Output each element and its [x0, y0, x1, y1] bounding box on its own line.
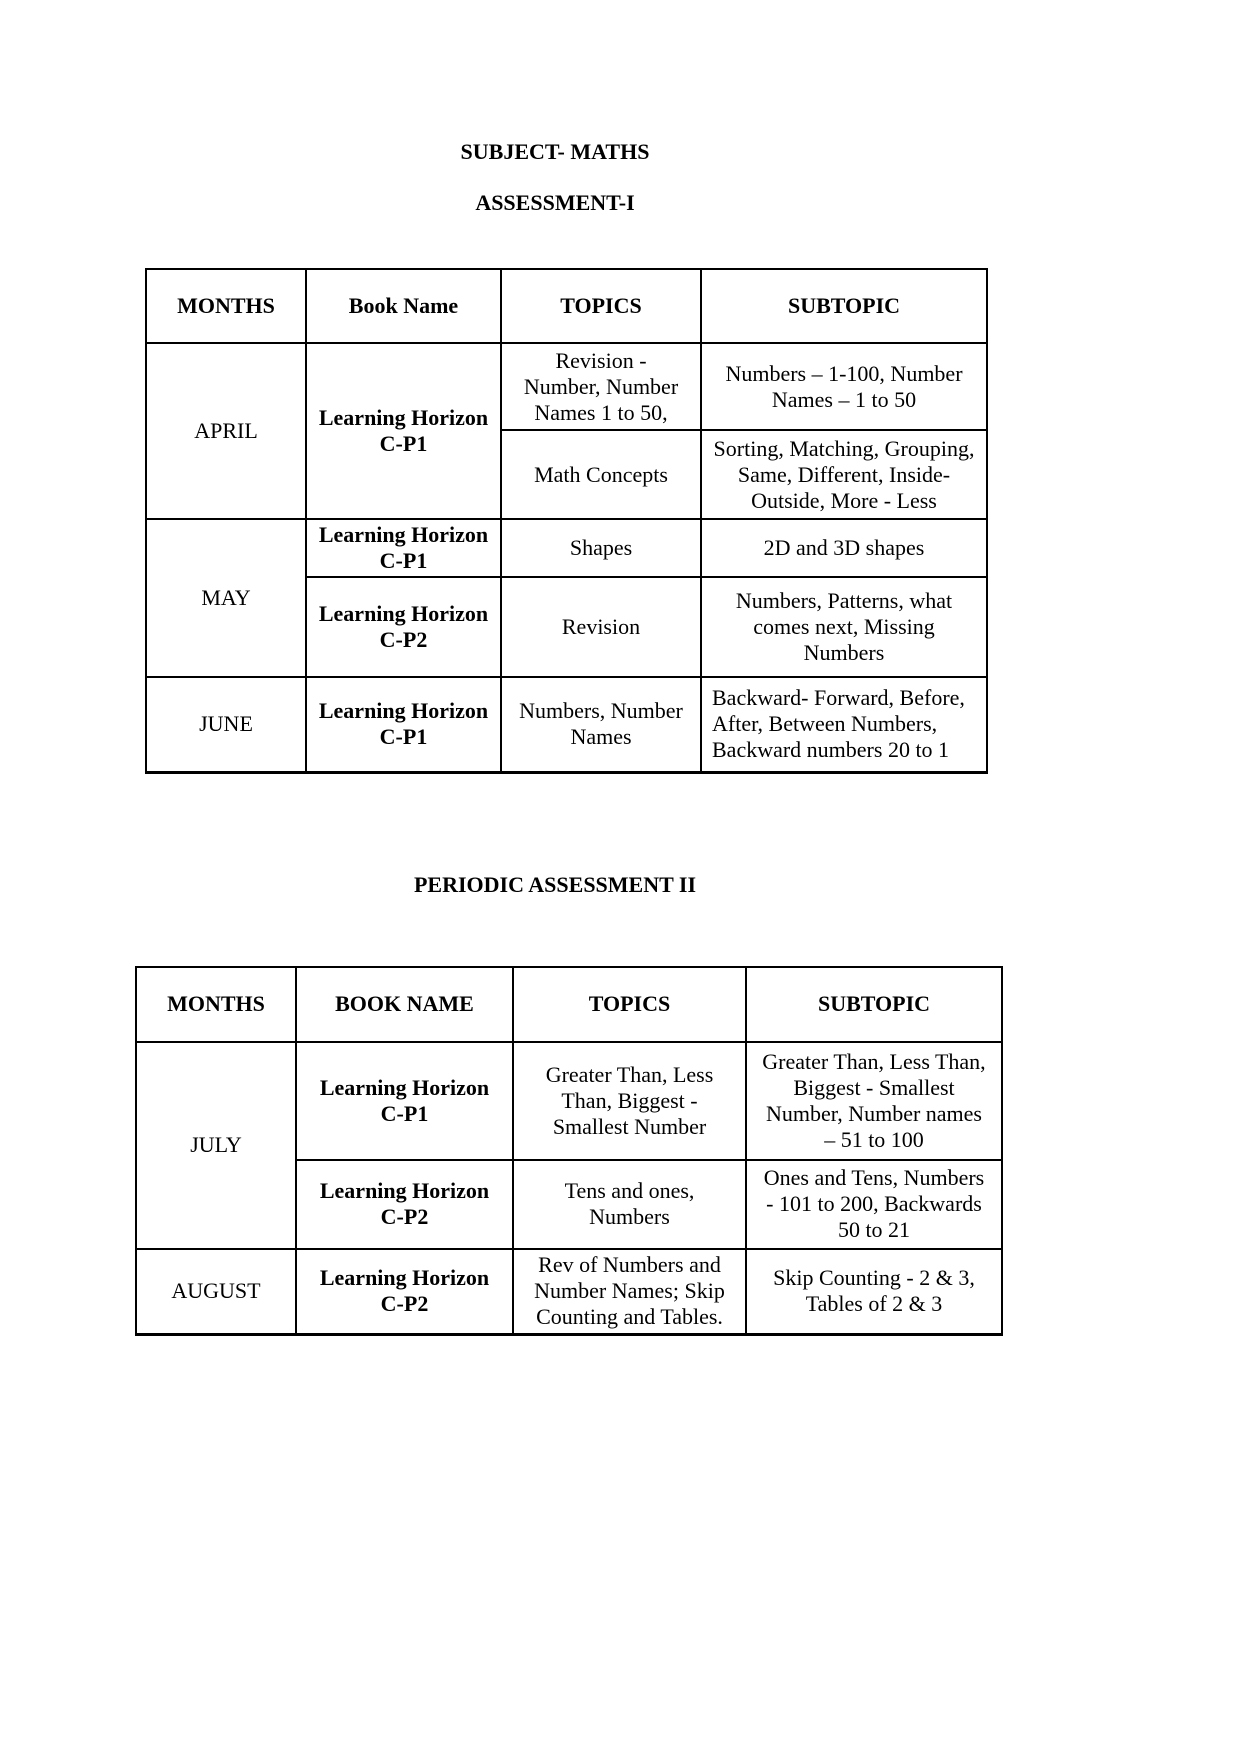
book-name-cell: Learning Horizon C-P1: [306, 519, 501, 577]
month-cell: JULY: [136, 1042, 296, 1249]
subtopic-cell: Numbers – 1-100, Number Names – 1 to 50: [701, 343, 987, 430]
header-months: MONTHS: [146, 269, 306, 343]
header-subtopic: SUBTOPIC: [746, 967, 1002, 1042]
subtopic-cell: Ones and Tens, Numbers - 101 to 200, Backwards 50 to 21: [746, 1160, 1002, 1249]
book-name-cell: Learning Horizon C-P1: [296, 1042, 513, 1160]
header-topics: TOPICS: [513, 967, 746, 1042]
header-book-name: Book Name: [306, 269, 501, 343]
table-row: [136, 1249, 1002, 1335]
header-months: MONTHS: [136, 967, 296, 1042]
document-content: [135, 0, 1001, 1336]
book-name-cell: Learning Horizon C-P2: [296, 1249, 513, 1335]
book-name-cell: Learning Horizon C-P1: [306, 343, 501, 519]
periodic-assessment-2-table: [135, 966, 1003, 1337]
topic-cell: Revision - Number, Number Names 1 to 50,: [501, 343, 701, 430]
header-subtopic: SUBTOPIC: [701, 269, 987, 343]
subtopic-cell: 2D and 3D shapes: [701, 519, 987, 577]
table-row: [146, 519, 987, 577]
topic-cell: Rev of Numbers and Number Names; Skip Counting and Tables.: [513, 1249, 746, 1335]
topic-cell: Revision: [501, 577, 701, 677]
subtopic-cell: Sorting, Matching, Grouping, Same, Different, Inside-Outside, More - Less: [701, 430, 987, 519]
periodic-assessment-2-title: PERIODIC ASSESSMENT II: [413, 871, 697, 897]
month-cell: AUGUST: [136, 1249, 296, 1335]
assessment-1-title: ASSESSMENT-I: [475, 190, 635, 215]
header-book-name: BOOK NAME: [296, 967, 513, 1042]
topic-cell: Tens and ones, Numbers: [513, 1160, 746, 1249]
subject-title: SUBJECT- MATHS: [460, 139, 650, 164]
topic-cell: Greater Than, Less Than, Biggest - Smallest Number: [513, 1042, 746, 1160]
book-name-cell: Learning Horizon C-P1: [306, 677, 501, 772]
book-name-cell: Learning Horizon C-P2: [296, 1160, 513, 1249]
subtopic-cell: Backward- Forward, Before, After, Between Numbers, Backward numbers 20 to 1: [701, 677, 987, 772]
book-name-cell: Learning Horizon C-P2: [306, 577, 501, 677]
table-row: [136, 1042, 1002, 1160]
topic-cell: Numbers, Number Names: [501, 677, 701, 772]
topic-cell: Shapes: [501, 519, 701, 577]
table-header-row: [146, 269, 987, 343]
month-cell: APRIL: [146, 343, 306, 519]
assessment-1-table: [145, 268, 988, 774]
header-topics: TOPICS: [501, 269, 701, 343]
table-row: [146, 343, 987, 430]
table-row: [146, 677, 987, 772]
table-header-row: [136, 967, 1002, 1042]
subtopic-cell: Skip Counting - 2 & 3, Tables of 2 & 3: [746, 1249, 1002, 1335]
month-cell: MAY: [146, 519, 306, 677]
subtopic-cell: Numbers, Patterns, what comes next, Missing Numbers: [701, 577, 987, 677]
subtopic-cell: Greater Than, Less Than, Biggest - Smallest Number, Number names – 51 to 100: [746, 1042, 1002, 1160]
topic-cell: Math Concepts: [501, 430, 701, 519]
month-cell: JUNE: [146, 677, 306, 772]
